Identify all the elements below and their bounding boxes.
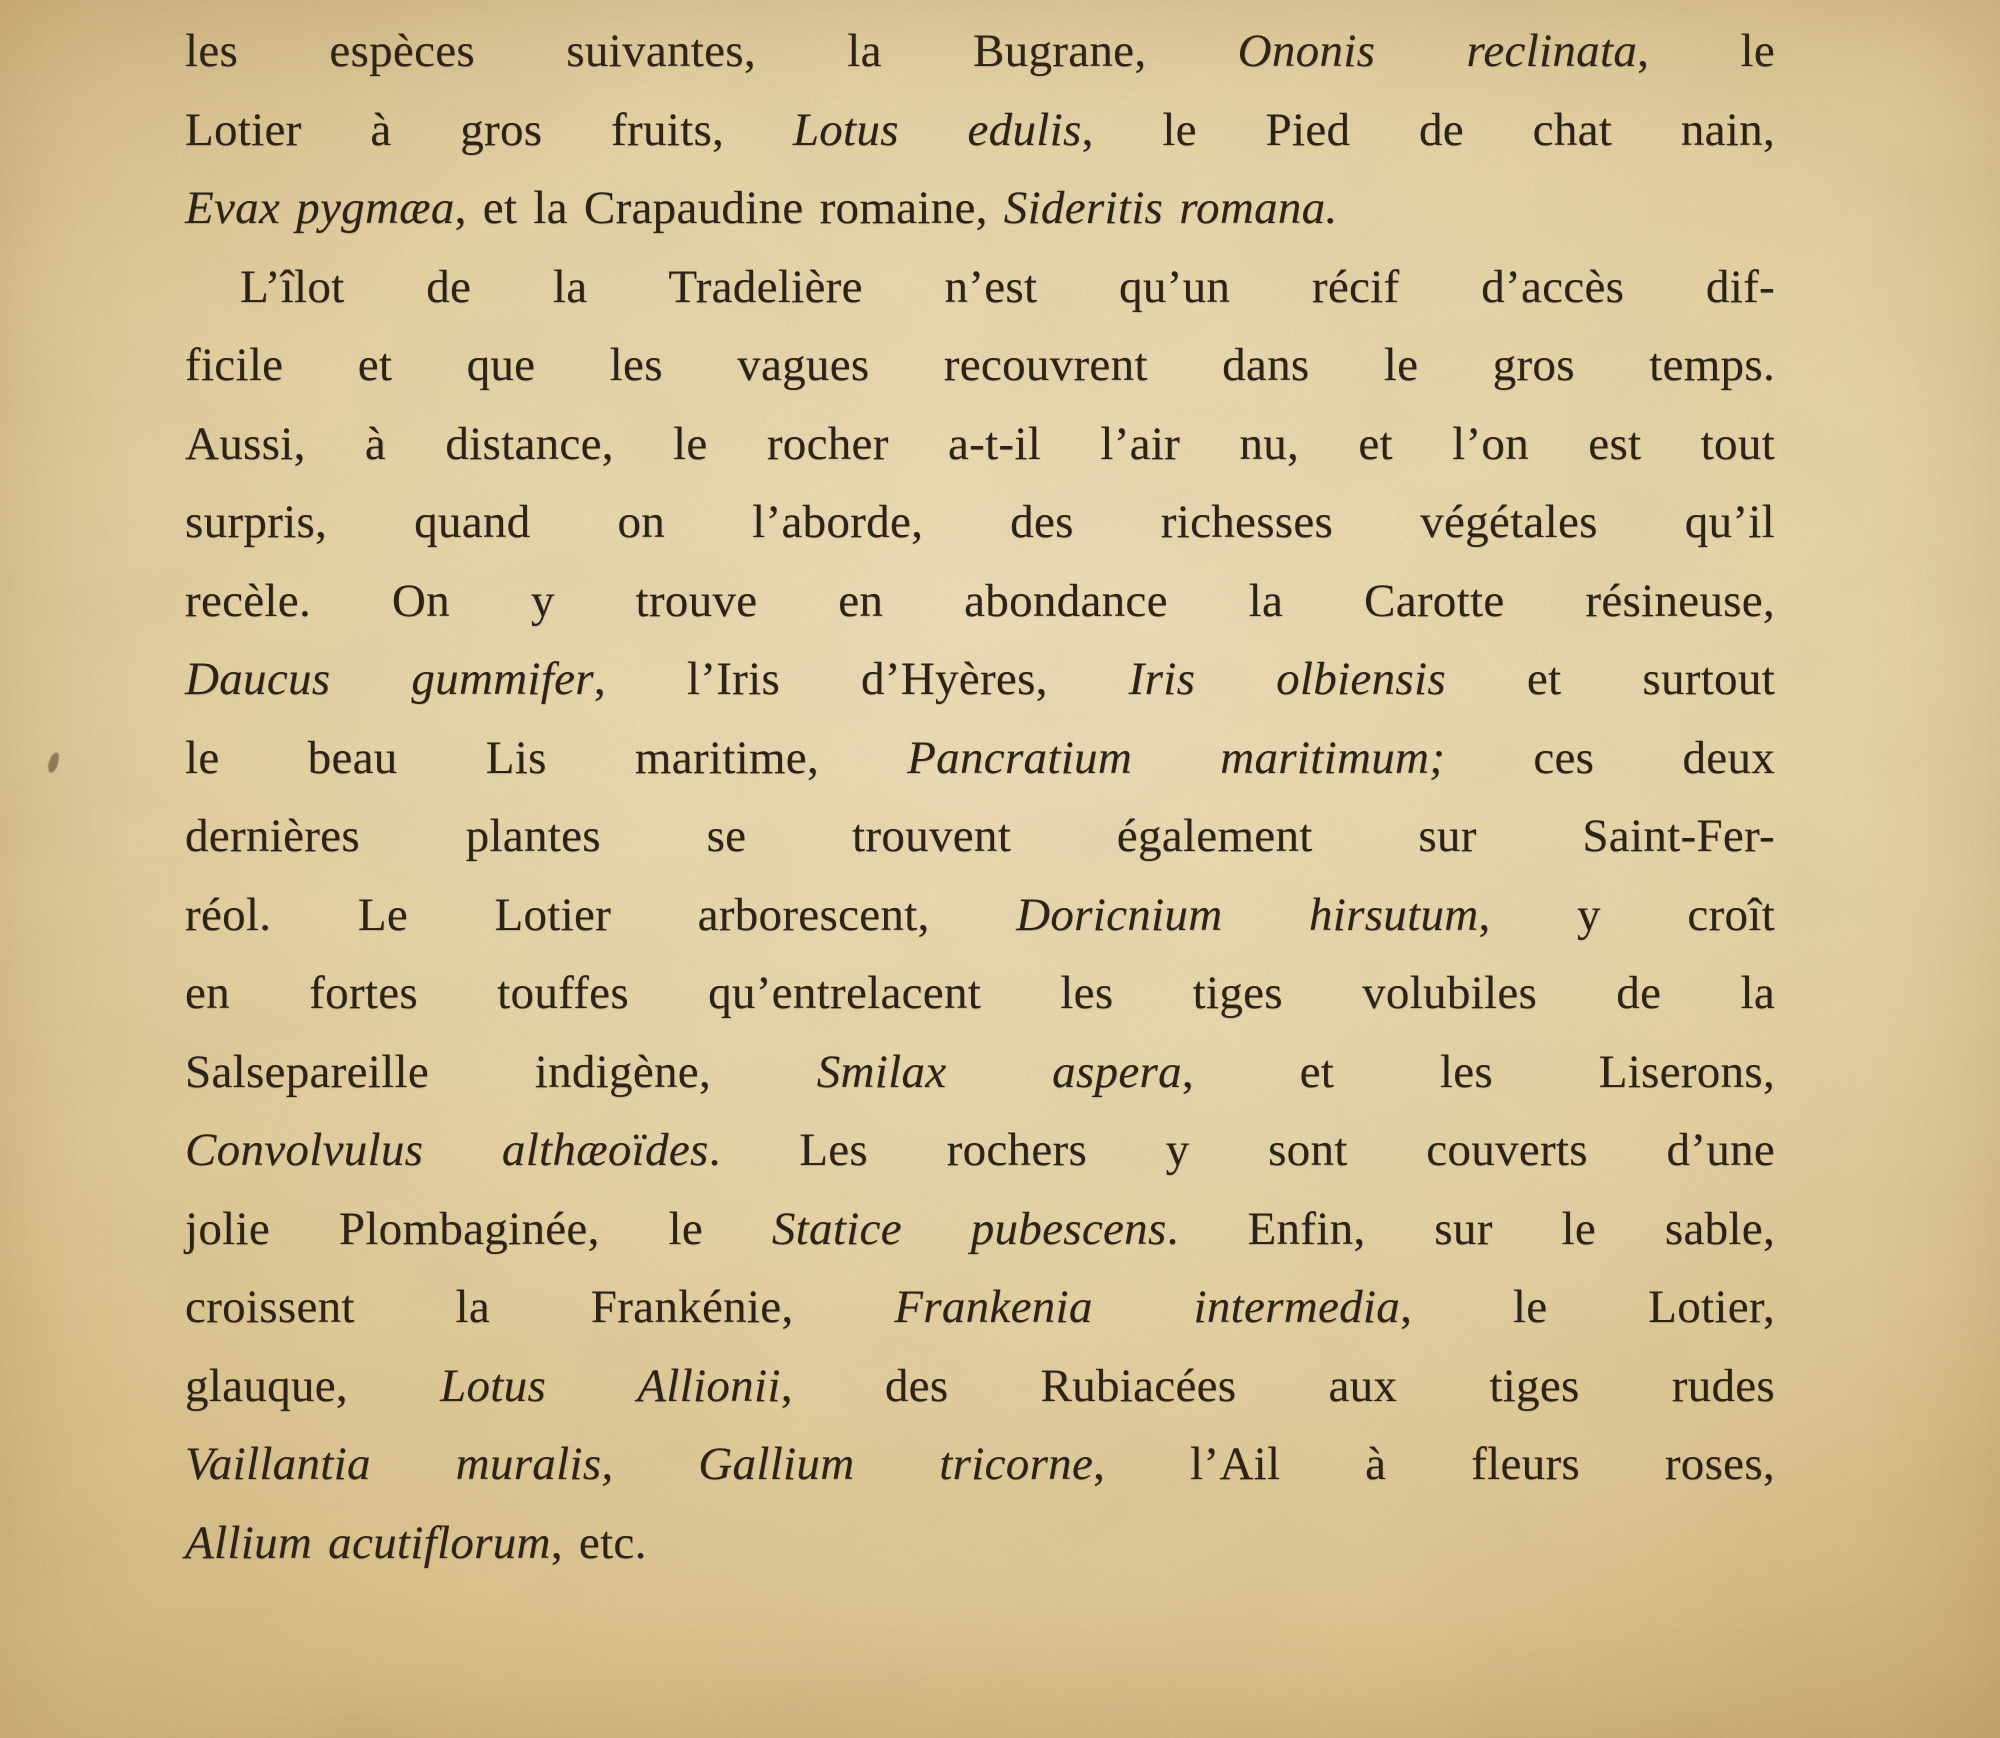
text-run: ces deux (1445, 731, 1775, 784)
text-run: , des Rubiacées aux tiges rudes (780, 1359, 1776, 1412)
species-name-italic: Lotus Allionii (440, 1359, 781, 1412)
species-name-italic: Allium acutiflorum (185, 1516, 551, 1569)
text-line (185, 91, 1775, 170)
text-run: Lotier à gros fruits, (185, 103, 793, 156)
text-line (185, 1033, 1775, 1112)
text-line (185, 248, 1775, 327)
text-run: et surtout (1445, 653, 1776, 705)
text-run: réol. Le Lotier arborescent, (185, 888, 1017, 941)
text-run: jolie Plombaginée, le (185, 1202, 772, 1255)
text-line (185, 562, 1775, 641)
text-run: dernières plantes se trouvent également sur Saint-Fer- (185, 810, 1775, 862)
species-name-italic: Pancratium maritimum; (907, 731, 1446, 784)
species-name-italic: Convolvulus althæoïdes (185, 1124, 709, 1176)
text-run: , l’Iris d’Hyères, (593, 653, 1129, 705)
text-line (185, 169, 1775, 248)
text-line (185, 405, 1775, 484)
text-run: Aussi, à distance, le rocher a-t-il l’air nu, et l’on est tout (185, 417, 1775, 470)
text-run: . Les rochers y sont couverts d’une (708, 1124, 1775, 1176)
text-run: , le Pied de chat nain, (1081, 103, 1776, 156)
ink-speck (46, 751, 60, 774)
species-name-italic: Vaillantia muralis, Gallium tricorne (185, 1438, 1094, 1490)
text-run: glauque, (185, 1359, 441, 1412)
species-name-italic: Lotus edulis (792, 103, 1082, 156)
text-run: . Enfin, sur le sable, (1166, 1202, 1775, 1255)
text-line (185, 483, 1775, 562)
text-line (185, 954, 1775, 1033)
page-text-block (185, 12, 1775, 1582)
text-run: , etc. (550, 1516, 647, 1569)
text-run: ficile et que les vagues recouvrent dans le gros temps. (185, 339, 1775, 391)
text-line (185, 1190, 1775, 1269)
text-line (185, 1425, 1775, 1504)
paragraph (185, 248, 1775, 1583)
text-line (185, 326, 1775, 405)
text-line (185, 797, 1775, 876)
text-run: le beau Lis maritime, (185, 731, 908, 784)
text-run: , et la Crapaudine romaine, (454, 182, 1004, 234)
text-run: , le (1637, 25, 1775, 77)
text-run: les espèces suivantes, la Bugrane, (185, 25, 1238, 77)
text-run: recèle. On y trouve en abondance la Carotte résineuse, (185, 574, 1775, 627)
species-name-italic: Doricnium hirsutum (1016, 888, 1479, 941)
text-line (185, 1268, 1775, 1347)
text-run: Salsepareille indigène, (185, 1045, 817, 1098)
text-run: croissent la Frankénie, (185, 1281, 895, 1333)
species-name-italic: Iris olbiensis (1128, 653, 1446, 705)
text-line (185, 12, 1775, 91)
text-run: , y croît (1478, 888, 1775, 941)
text-run: en fortes touffes qu’entrelacent les tiges volubiles de la (185, 967, 1775, 1019)
text-run: surpris, quand on l’aborde, des richesses végétales qu’il (185, 496, 1775, 548)
text-line (185, 1347, 1775, 1426)
species-name-italic: Daucus gummifer (185, 653, 594, 705)
text-run: , le Lotier, (1400, 1281, 1775, 1333)
text-run: L’îlot de la Tradelière n’est qu’un récif d’accès dif- (240, 260, 1775, 313)
species-name-italic: Sideritis romana. (1003, 182, 1338, 234)
text-line (185, 1111, 1775, 1190)
species-name-italic: Frankenia intermedia (894, 1281, 1401, 1333)
text-line (185, 640, 1775, 719)
text-line (185, 1504, 1775, 1583)
text-line (185, 876, 1775, 955)
text-run: , l’Ail à fleurs roses, (1093, 1438, 1775, 1490)
text-run: , et les Liserons, (1181, 1045, 1775, 1098)
species-name-italic: Ononis reclinata (1237, 25, 1638, 77)
species-name-italic: Evax pygmæa (185, 182, 455, 234)
species-name-italic: Statice pubescens (771, 1202, 1167, 1255)
text-line (185, 719, 1775, 798)
species-name-italic: Smilax aspera (816, 1045, 1182, 1098)
paragraph (185, 12, 1775, 248)
